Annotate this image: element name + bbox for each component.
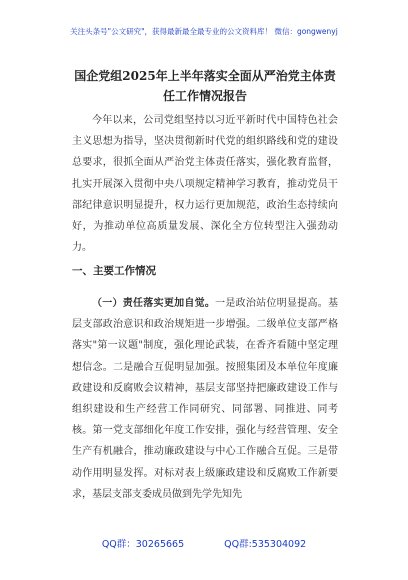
intro-paragraph: 今年以来，公司党组坚持以习近平新时代中国特色社会主义思想为指导，坚决贯彻新时代党的组织路线和党的建设总要求，很抓全面从严治党主体责任落实，强化教育监督，扎实开展深入贯彻中央八项规定精神学习教育，推动党员干部纪律意识明显提升，权力运行更加规范，政治生态持续向好，为推动单位高质量发展、深化全方位转型注入强劲动力。: [72, 115, 338, 254]
footer-qq-group-2: QQ群:535304092: [224, 539, 307, 550]
footer-qq-groups: [0, 536, 408, 550]
subsection-body: 一是政治站位明显提高。基层支部政治意识和政治规矩进一步增强。二级单位支部严格落实"第一议题"制度，强化理论武装，在香齐看随中坚定理想信念。二是融合互促明显加强。按照集团及本单位年度廉政建设和反腐败会议精神，基层支部坚持把廉政建设工作与组织建设和生产经营工作同研究、同部署、同推进、同考核。第一党支部细化年度工作安排，强化与经营管理、安全生产有机融合，推动廉政建设与中心工作融合互促。三是带动作用明显发挥。对标对表上级廉政建设和反腐败工作新要求，基层支部支委成员做到先学先知先: [72, 298, 339, 500]
document-title: 国企党组2025年上半年落实全面从严治党主体责任工作情况报告: [74, 69, 336, 103]
section-heading-main-work: 一、主要工作情况: [72, 265, 156, 277]
footer-qq-group-1: QQ群：30265665: [101, 539, 185, 550]
subsection-paragraph: [72, 293, 338, 505]
subsection-heading: （一）责任落实更加自觉。: [92, 298, 216, 309]
header-promo-banner: 关注头条号"公文研究"，获得最新最全最专业的公文资料库！ 微信：gongwenyj: [70, 27, 338, 36]
